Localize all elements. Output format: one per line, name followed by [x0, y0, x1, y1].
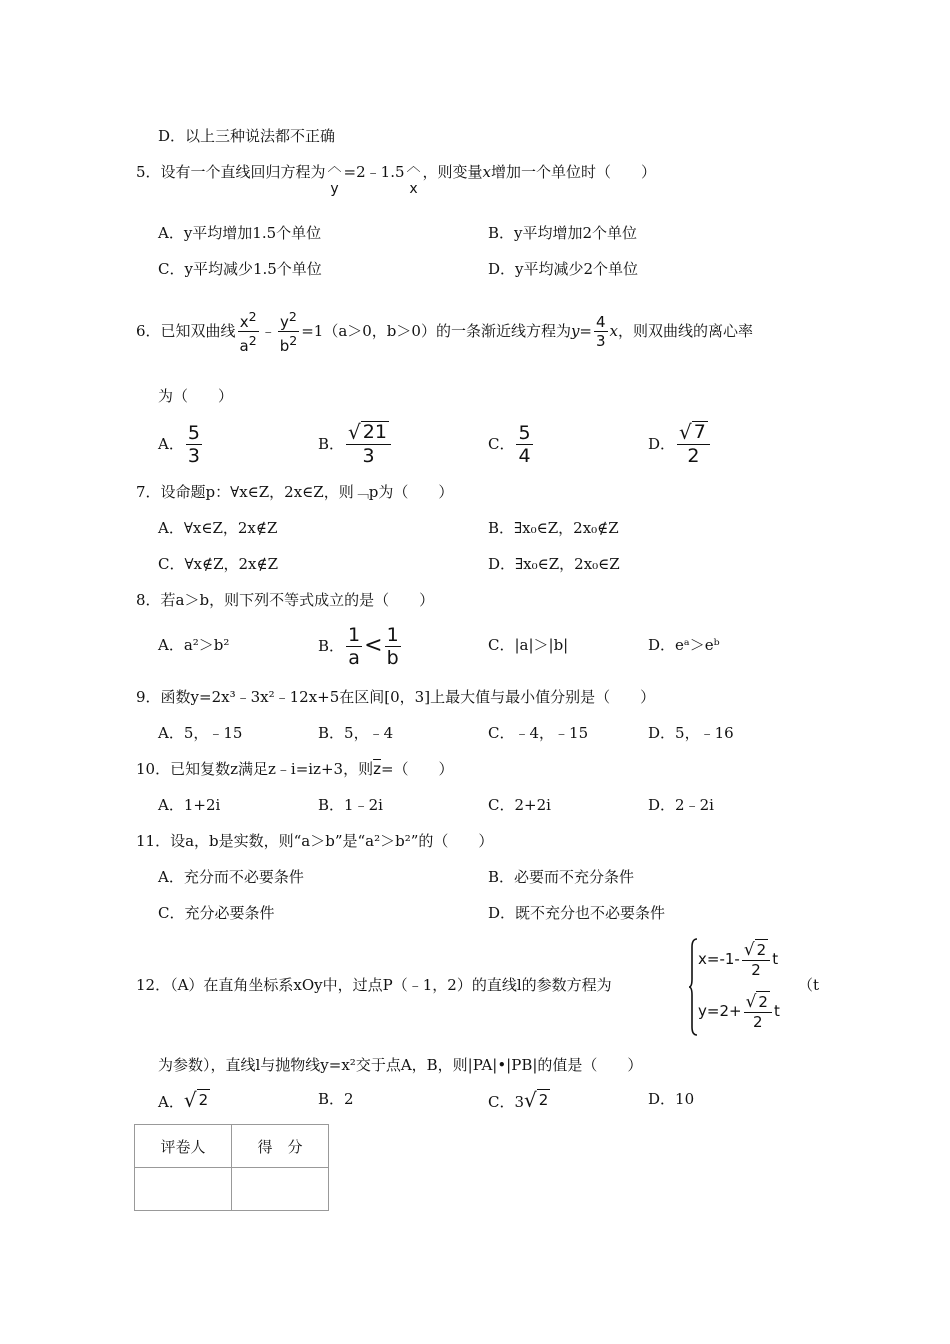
q9-option-c: C．﹣4，﹣15: [488, 724, 589, 742]
q8-option-d: D．eᵃ＞eᵇ: [648, 636, 720, 654]
one-over-a: $\frac{1}{a}$: [348, 623, 361, 669]
q8-option-b: B． $\frac{1}{a}$ < $\frac{1}{b}$: [318, 623, 399, 669]
q11-option-b: B．必要而不充分条件: [488, 868, 635, 886]
question-11-stem: 11．设a，b是实数，则“a＞b”是“a²＞b²”的（ ）: [136, 832, 494, 850]
question-6-stem: [136, 303, 753, 359]
q10-option-d: D．2﹣2i: [648, 796, 714, 814]
q6-pre: 6．已知双曲线: [136, 322, 236, 340]
question-10-stem: 10．已知复数z满足z﹣i=iz+3，则$\overline{z}=$（ ）: [136, 760, 454, 778]
question-5-stem: [136, 159, 657, 197]
q10-option-c: C．2+2i: [488, 796, 551, 814]
q4-option-d: D．以上三种说法都不正确: [158, 127, 336, 145]
q10-option-b: B．1﹣2i: [318, 796, 383, 814]
q6-option-a: A． $\frac{5}{3}$: [158, 421, 200, 467]
q9-option-a: A．5，﹣15: [158, 724, 243, 742]
left-brace-icon: [688, 937, 698, 1037]
param-row-x: x=-1- √ 2 2 t: [698, 940, 779, 979]
q5-mid: =2﹣1.5: [343, 163, 405, 181]
question-8-stem: 8．若a＞b，则下列不等式成立的是（ ）: [136, 591, 435, 609]
one-over-b: $\frac{1}{b}$: [386, 623, 399, 669]
q5-post1: ，则变量: [422, 163, 483, 181]
sqrt7-over-2: √ 7 2: [677, 421, 710, 467]
score-header: 得 分: [232, 1125, 329, 1168]
q7-option-c: C．∀x∉Z，2x∉Z: [158, 555, 279, 573]
q12-option-c: C．3 √ 2: [488, 1088, 549, 1112]
q11-option-a: A．充分而不必要条件: [158, 868, 304, 886]
q6-line2: 为（ ）: [158, 387, 234, 405]
score-cell[interactable]: [232, 1168, 329, 1211]
q6-option-b: B． √ 21 3: [318, 421, 393, 467]
q6-yeq: y=: [570, 322, 592, 340]
less-than: <: [364, 633, 383, 658]
q7-option-b: B．∃x₀∈Z，2x₀∉Z: [488, 519, 619, 537]
question-9-stem: 9．函数y=2x³﹣3x²﹣12x+5在区间[0，3]上最大值与最小值分别是（ ）: [136, 688, 656, 706]
q5-xv: x: [482, 163, 491, 181]
q10-option-a: A．1+2i: [158, 796, 221, 814]
q9-option-b: B．5，﹣4: [318, 724, 394, 742]
q7-option-d: D．∃x₀∈Z，2x₀∈Z: [488, 555, 620, 573]
q12-line2: 为参数），直线l与抛物线y=x²交于点A，B，则|PA|•|PB|的值是（ ）: [158, 1056, 643, 1074]
grader-header: 评卷人: [135, 1125, 232, 1168]
q6-xv: x: [609, 322, 619, 340]
parametric-system: [688, 937, 796, 1037]
q11-option-c: C．充分必要条件: [158, 904, 275, 922]
q5-option-d: D．y平均减少2个单位: [488, 260, 639, 278]
q12-option-b: B．2: [318, 1090, 354, 1108]
grader-cell[interactable]: [135, 1168, 232, 1211]
q11-option-d: D．既不充分也不必要条件: [488, 904, 666, 922]
q5-option-c: C．y平均减少1.5个单位: [158, 260, 322, 278]
question-7-stem: 7．设命题p：∀x∈Z，2x∈Z，则﹁p为（ ）: [136, 483, 454, 501]
q8-option-c: C．|a|＞|b|: [488, 636, 569, 654]
q12-option-d: D．10: [648, 1090, 695, 1108]
q12-option-a: A． √ 2: [158, 1088, 209, 1112]
four-thirds: $\frac{4}{3}$: [596, 312, 606, 350]
five-fourths: $\frac{5}{4}$: [518, 421, 531, 467]
sqrt21-over-3: √ 21 3: [346, 421, 391, 467]
q6-mid: =1（a＞0，b＞0）的一条渐近线方程为: [301, 322, 571, 340]
y-hat: ︿ y: [327, 159, 342, 197]
x-hat: ︿ x: [406, 159, 421, 197]
y2-over-b2: $\frac{y^2}{b^2}$: [279, 308, 298, 355]
param-row-y: y=2+ √ 2 2 t: [698, 992, 780, 1031]
q12-post: （t: [798, 976, 820, 994]
q9-option-d: D．5，﹣16: [648, 724, 734, 742]
q5-option-b: B．y平均增加2个单位: [488, 224, 638, 242]
q6-option-c: C． $\frac{5}{4}$: [488, 421, 531, 467]
q6-post: ，则双曲线的离心率: [618, 322, 754, 340]
five-thirds: $\frac{5}{3}$: [187, 421, 200, 467]
q6-minus: ﹣: [260, 322, 276, 340]
score-table: [134, 1124, 329, 1211]
q8-option-a: A．a²＞b²: [158, 636, 230, 654]
z-conjugate: $\overline{z}$: [373, 760, 381, 778]
q5-pre: 5．设有一个直线回归方程为: [136, 163, 326, 181]
q7-option-a: A．∀x∈Z，2x∉Z: [158, 519, 278, 537]
x2-over-a2: $\frac{x^2}{a^2}$: [239, 308, 257, 355]
q5-option-a: A．y平均增加1.5个单位: [158, 224, 322, 242]
question-12-stem: 12．（A）在直角坐标系xOy中，过点P（﹣1，2）的直线l的参数方程为: [136, 976, 612, 994]
q5-post2: 增加一个单位时（ ）: [491, 163, 657, 181]
q6-option-d: D． √ 7 2: [648, 421, 712, 467]
